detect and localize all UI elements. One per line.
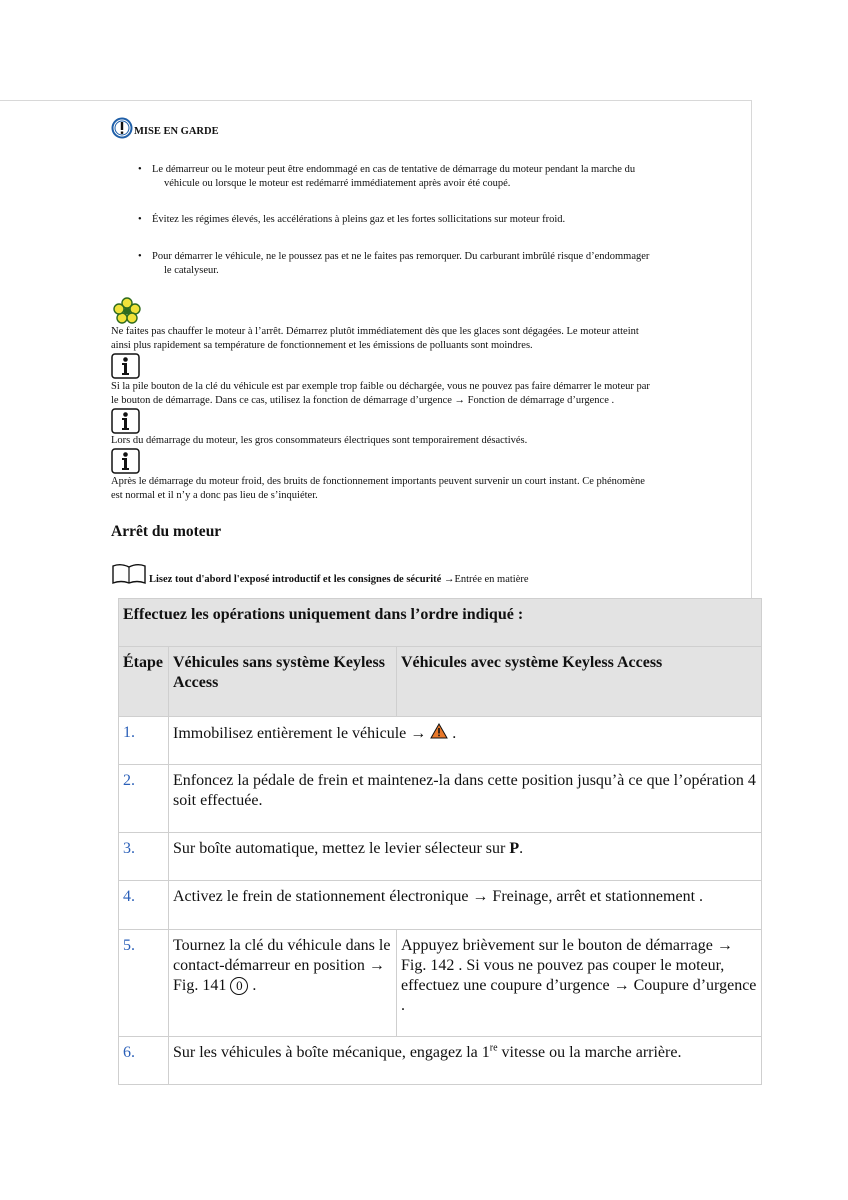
info-note-2: Lors du démarrage du moteur, les gros consommateurs électriques sont temporairement désactivés. (111, 435, 528, 446)
entree-en-matiere-link[interactable]: →Entrée en matière (443, 574, 529, 585)
table-row: 6. Sur les véhicules à boîte mécanique, engagez la 1re vitesse ou la marche arrière. (119, 1037, 762, 1085)
warning-bullet-1: • Le démarreur ou le moteur peut être endommagé en cas de tentative de démarrage du moteur pendant la marche du véhicule ou lorsque le moteur est redémarré immédiatement après avoir été coupé. (138, 164, 636, 189)
col-header-step: Étape (119, 647, 169, 717)
warning-header (111, 117, 219, 139)
table-row: 2. Enfoncez la pédale de frein et maintenez-la dans cette position jusqu’à ce que l’opération 4 soit effectuée. (119, 765, 762, 833)
table-caption: Effectuez les opérations uniquement dans l’ordre indiqué : (119, 599, 762, 647)
warning-bullet-3: • Pour démarrer le véhicule, ne le poussez pas et ne le faites pas remorquer. Du carburant imbrûlé risque d’endommager le catalyseur. (138, 251, 650, 276)
table-row: 4. Activez le frein de stationnement électronique → Freinage, arrêt et stationnement . (119, 881, 762, 930)
table-header-row (119, 647, 762, 717)
col-header-with-keyless: Véhicules avec système Keyless Access (397, 647, 762, 717)
table-row: 5. Tournez la clé du véhicule dans le contact-démarreur en position → Fig. 141 0 . Appuyez brièvement sur le bouton de démarrage → Fig. 142 . Si vous ne pouvez pas couper le moteur, effectuez une coupure d’urgence → Coupure d’urgence . (119, 930, 762, 1037)
warning-bullet-2: • Évitez les régimes élevés, les accélérations à pleins gaz et les fortes sollicitations sur moteur froid. (138, 214, 566, 225)
warning-title: MISE EN GARDE (134, 126, 219, 137)
steps-table (118, 598, 762, 1085)
warning-triangle-icon[interactable] (430, 723, 448, 739)
table-caption-row (119, 599, 762, 647)
col-header-without-keyless: Véhicules sans système Keyless Access (169, 647, 397, 717)
info-note-1: Si la pile bouton de la clé du véhicule est par exemple trop faible ou déchargée, vous ne pouvez pas faire démarrer le moteur par le bouton de démarrage. Dans ce cas, utilisez la fonction de démarrage d’urgence → Fonction de démarrage d’urgence . (111, 381, 650, 406)
read-instructions-note: Lisez tout d'abord l'exposé introductif et les consignes de sécurité →Entrée en matière (111, 563, 529, 585)
table-row: 3. Sur boîte automatique, mettez le levier sélecteur sur P. (119, 833, 762, 881)
book-icon (111, 563, 147, 585)
environment-note: Ne faites pas chauffer le moteur à l’arrêt. Démarrez plutôt immédiatement dès que les glaces sont dégagées. Le moteur atteint ainsi plus rapidement sa température de fonctionnement et les émissions de polluants sont moindres. (111, 326, 639, 351)
warning-icon (111, 117, 133, 139)
info-note-3: Après le démarrage du moteur froid, des bruits de fonctionnement importants peuvent survenir un court instant. Ce phénomène est normal et il n’y a donc pas lieu de s’inquiéter. (111, 476, 645, 501)
position-0-icon: 0 (230, 977, 248, 995)
table-row: 1. Immobilisez entièrement le véhicule → . (119, 717, 762, 765)
section-title: Arrêt du moteur (111, 523, 222, 540)
